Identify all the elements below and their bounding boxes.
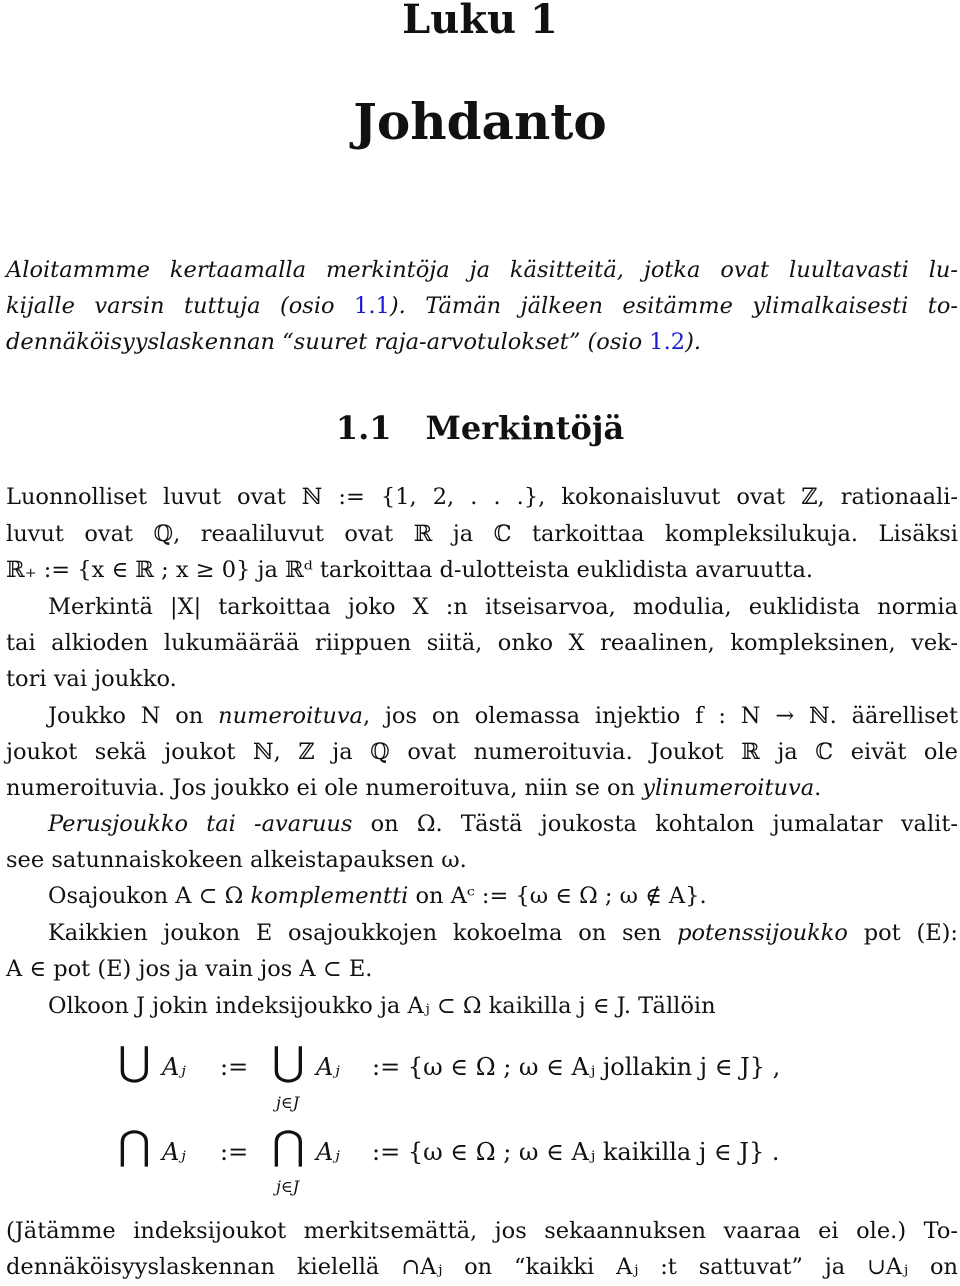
para-6-line-1	[48, 918, 958, 948]
section-title: Merkintöjä	[425, 409, 625, 447]
para-2-line-1: Merkintä |X| tarkoittaa joko X :n itseisarvoa, modulia, euklidista normia	[48, 594, 958, 620]
big-union-symbol: ⋃	[118, 1039, 151, 1085]
emphasis-term: ylinumeroituva	[642, 775, 815, 801]
intersection-rhs-term: Aⱼ	[316, 1138, 340, 1166]
para-5-line-1	[48, 881, 958, 911]
abstract-text: ).	[685, 329, 702, 355]
abstract-text: ). Tämän jälkeen esitämme ylimalkaisesti to-	[389, 293, 958, 319]
para-2-line-2: tai alkioden lukumäärää riippuen siitä, onko X reaalinen, kompleksinen, vek-	[6, 630, 958, 656]
para-3-line-3	[6, 773, 958, 803]
para-1-line-3: ℝ₊ := {x ∈ ℝ ; x ≥ 0} ja ℝᵈ tarkoittaa d-ulotteista euklidista avaruutta.	[6, 557, 814, 583]
body-text: Joukko N on	[48, 703, 219, 729]
big-intersection-symbol: ⋂	[118, 1123, 151, 1169]
section-link-1-1[interactable]: 1.1	[354, 293, 390, 319]
emphasis-term: potenssijoukko	[677, 920, 848, 946]
final-line-1: (Jätämme indeksijoukot merkitsemättä, jos sekaannuksen vaaraa ei ole.) To-	[6, 1218, 958, 1244]
final-line-2: dennäköisyyslaskennan kielellä ∩Aⱼ on “kaikki Aⱼ :t sattuvat” ja ∪Aⱼ on	[6, 1254, 958, 1280]
section-heading	[0, 408, 960, 448]
emphasis-term: Perusjoukko tai -avaruus	[48, 811, 353, 837]
para-4-line-1	[48, 809, 958, 839]
intersection-rhs: := {ω ∈ Ω ; ω ∈ Aⱼ kaikilla j ∈ J} .	[372, 1138, 780, 1166]
body-text: , jos on olemassa injektio f : N → ℕ. äärelliset	[362, 703, 958, 729]
union-rhs: := {ω ∈ Ω ; ω ∈ Aⱼ jollakin j ∈ J} ,	[372, 1053, 781, 1081]
big-intersection-symbol-indexed: ⋂	[272, 1123, 305, 1169]
abstract-text: dennäköisyyslaskennan “suuret raja-arvotulokset” (osio	[6, 329, 650, 355]
union-rhs-term: Aⱼ	[316, 1053, 340, 1081]
body-text: pot (E):	[847, 920, 959, 946]
intersection-def-sign: :=	[220, 1138, 249, 1166]
body-text: Kaikkien joukon E osajoukkojen kokoelma on sen	[48, 920, 678, 946]
para-2-line-3: tori vai joukko.	[6, 666, 177, 692]
body-text: on Ω. Tästä joukosta kohtalon jumalatar valit-	[352, 811, 958, 837]
para-1-line-1: Luonnolliset luvut ovat ℕ := {1, 2, . . .}, kokonaisluvut ovat ℤ, rationaali-	[6, 484, 958, 510]
union-def-sign: :=	[220, 1053, 249, 1081]
intersection-lhs: Aⱼ	[162, 1138, 186, 1166]
body-text: Osajoukon A ⊂ Ω	[48, 883, 251, 909]
body-text: on Aᶜ := {ω ∈ Ω ; ω ∉ A}.	[408, 883, 707, 909]
abstract-line-3	[6, 327, 958, 357]
abstract-line-2	[6, 291, 958, 321]
section-number: 1.1	[335, 409, 392, 447]
body-text: numeroituvia. Jos joukko ei ole numeroituva, niin se on	[6, 775, 643, 801]
para-3-line-1	[48, 701, 958, 731]
union-index: j∈J	[276, 1093, 300, 1112]
abstract-text: kijalle varsin tuttuja (osio	[6, 293, 355, 319]
para-6-line-2: A ∈ pot (E) jos ja vain jos A ⊂ E.	[6, 956, 373, 982]
emphasis-term: komplementti	[250, 883, 409, 909]
section-link-1-2[interactable]: 1.2	[649, 329, 686, 355]
chapter-title: Johdanto	[353, 92, 607, 151]
abstract-line-1: Aloitammme kertaamalla merkintöja ja käsitteitä, jotka ovat luultavasti lu-	[6, 257, 958, 283]
para-1-line-2: luvut ovat ℚ, reaaliluvut ovat ℝ ja ℂ tarkoittaa kompleksilukuja. Lisäksi	[6, 521, 958, 547]
para-4-line-2: see satunnaiskokeen alkeistapauksen ω.	[6, 847, 467, 873]
emphasis-term: numeroituva	[218, 703, 363, 729]
union-lhs: Aⱼ	[162, 1053, 186, 1081]
big-union-symbol-indexed: ⋃	[272, 1039, 305, 1085]
chapter-label: Luku 1	[402, 0, 558, 43]
body-text: .	[814, 775, 822, 801]
para-3-line-2: joukot sekä joukot ℕ, ℤ ja ℚ ovat numeroituvia. Joukot ℝ ja ℂ eivät ole	[6, 739, 958, 765]
para-7-line-1: Olkoon J jokin indeksijoukko ja Aⱼ ⊂ Ω kaikilla j ∈ J. Tällöin	[48, 993, 716, 1019]
intersection-index: j∈J	[276, 1177, 300, 1196]
